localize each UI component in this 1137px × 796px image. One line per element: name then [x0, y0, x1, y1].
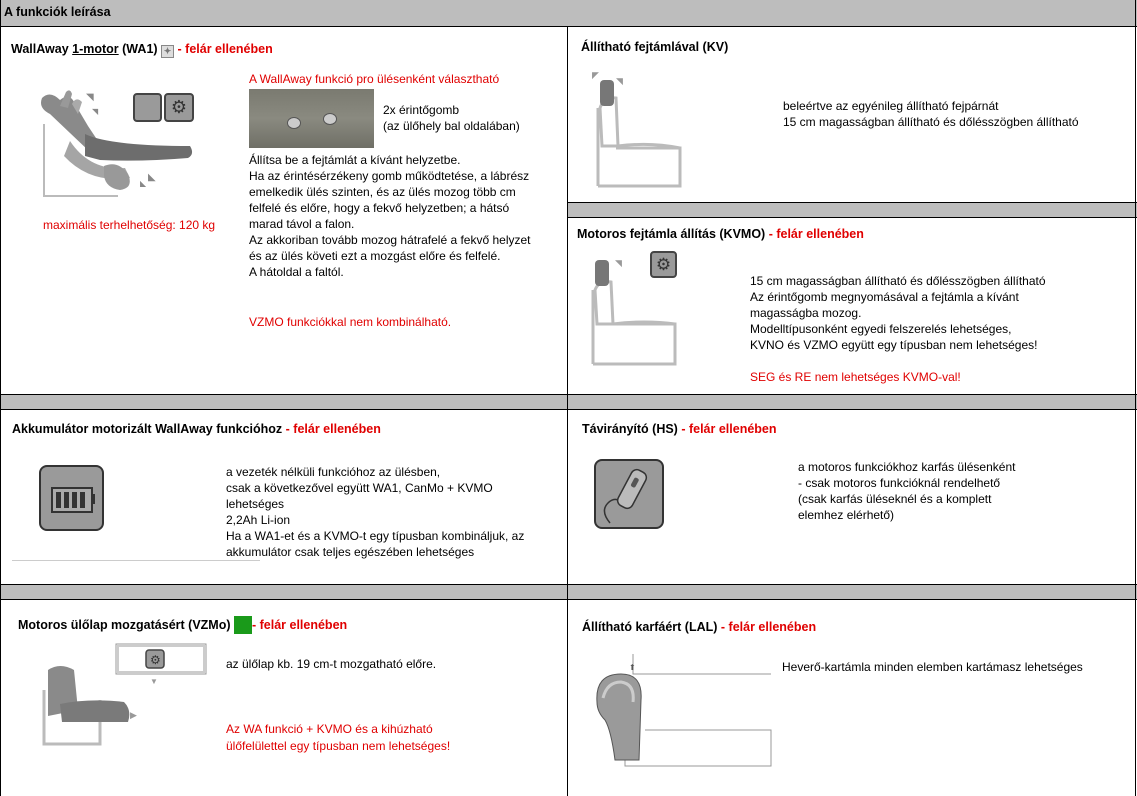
kvmo-gear-icon: ⚙ — [650, 251, 677, 278]
svg-text:◣: ◣ — [148, 172, 156, 183]
row-divider-1 — [0, 394, 1137, 410]
svg-text:◥: ◥ — [615, 258, 622, 268]
left-border — [0, 0, 1, 796]
right-border — [1135, 0, 1136, 796]
kvmo-title: Motoros fejtámla állítás (KVMO) - felár ellenében — [577, 227, 864, 241]
wa1-warning: VZMO funkciókkal nem kombinálható. — [249, 315, 452, 329]
vzmo-warning: Az WA funkció + KVMO és a kihúzható ülőfelülettel egy típusban nem lehetséges! — [226, 722, 451, 753]
svg-text:◥: ◥ — [86, 92, 94, 103]
svg-text:◣: ◣ — [140, 179, 147, 188]
battery-title: Akkumulátor motorizált WallAway funkcióhoz - felár ellenében — [12, 422, 381, 436]
wa1-option-note: A WallAway funkció pro ülésenként választható — [249, 72, 500, 86]
battery-underline — [12, 560, 260, 561]
lal-description: Heverő-kartámla minden elemben kartámasz lehetséges — [782, 660, 1083, 674]
svg-text:◥: ◥ — [616, 76, 623, 86]
page-title: A funkciók leírása — [4, 5, 111, 19]
wa1-star-icon: ✦ — [161, 45, 174, 58]
vzmo-description: az ülőlap kb. 19 cm-t mozgatható előre. — [226, 657, 437, 671]
svg-text:◥: ◥ — [92, 107, 99, 116]
vzmo-seat-illustration — [40, 640, 210, 750]
lal-title: Állítható karfáért (LAL) - felár ellenében — [582, 620, 817, 634]
svg-text:⚙: ⚙ — [150, 653, 161, 667]
column-divider — [567, 26, 568, 796]
row-divider-2 — [0, 584, 1137, 600]
vzmo-title: Motoros ülőlap mozgatásért (VZMo) - felár ellenében — [18, 618, 348, 632]
battery-description: a vezeték nélküli funkcióhoz az ülésben, csak a következővel együtt WA1, CanMo + KVMO lehetséges 2,2Ah Li-ion Ha a WA1-et és a KVMO-t egy típusban kombináljuk, az akkumulátor csak teljes egészében lehetséges — [226, 465, 525, 559]
wa1-gear-icon: ⚙ — [164, 93, 194, 122]
wa1-title: WallAway 1-motor (WA1) ✦ - felár ellenében — [11, 42, 273, 56]
kv-description: beleértve az egyénileg állítható fejpárnát 15 cm magasságban állítható és dőlésszögben állítható — [783, 99, 1079, 129]
remote-control-icon — [594, 459, 664, 529]
svg-text:▼: ▼ — [150, 677, 158, 686]
kv-chair-illustration — [590, 68, 690, 188]
wa1-pictogram-chair — [133, 93, 162, 122]
wa1-button-info: 2x érintőgomb (az ülőhely bal oldalában) — [383, 103, 520, 133]
kvmo-warning: SEG és RE nem lehetséges KVMO-val! — [750, 370, 961, 384]
hs-title: Távirányító (HS) - felár ellenében — [582, 422, 777, 436]
hs-description: a motoros funkciókhoz karfás ülésenként - csak motoros funkcióknál rendelhető (csak karfás üléseknél és a komplett elemhez elérhető) — [798, 460, 1016, 522]
svg-text:▶: ▶ — [130, 710, 137, 720]
kvmo-description: 15 cm magasságban állítható és dőlésszögben állítható Az érintőgomb megnyomásával a fejtámla a kívánt magasságba mozog. Modelltípusonként egyedi felszerelés lehetséges, KVNO és VZMO együtt egy típusban nem lehetséges! — [750, 274, 1046, 352]
kv-title: Állítható fejtámlával (KV) — [581, 40, 729, 54]
header-bar — [0, 0, 1137, 27]
svg-text:⬆: ⬆ — [629, 663, 636, 672]
battery-icon — [39, 465, 104, 531]
right-divider — [567, 202, 1137, 218]
wa1-button-photo — [249, 89, 374, 148]
wa1-description: Állítsa be a fejtámlát a kívánt helyzetbe. Ha az érintésérzékeny gomb működtetése, a lábrész emelkedik ülés szinten, és az ülés mozog több cm felfelé és előre, hogy a fekvő helyzetben; a hátsó marad távol a falon. Az akkoriban tovább mozog hátrafelé a fekvő helyzet és az ülés követi ezt a mozgást előre és felfelé. A hátoldal a faltól. — [249, 153, 531, 279]
vzmo-green-marker — [234, 616, 252, 634]
svg-text:◤: ◤ — [592, 70, 599, 80]
lal-armrest-illustration — [585, 650, 775, 770]
wa1-max-load: maximális terhelhetőség: 120 kg — [43, 218, 216, 232]
